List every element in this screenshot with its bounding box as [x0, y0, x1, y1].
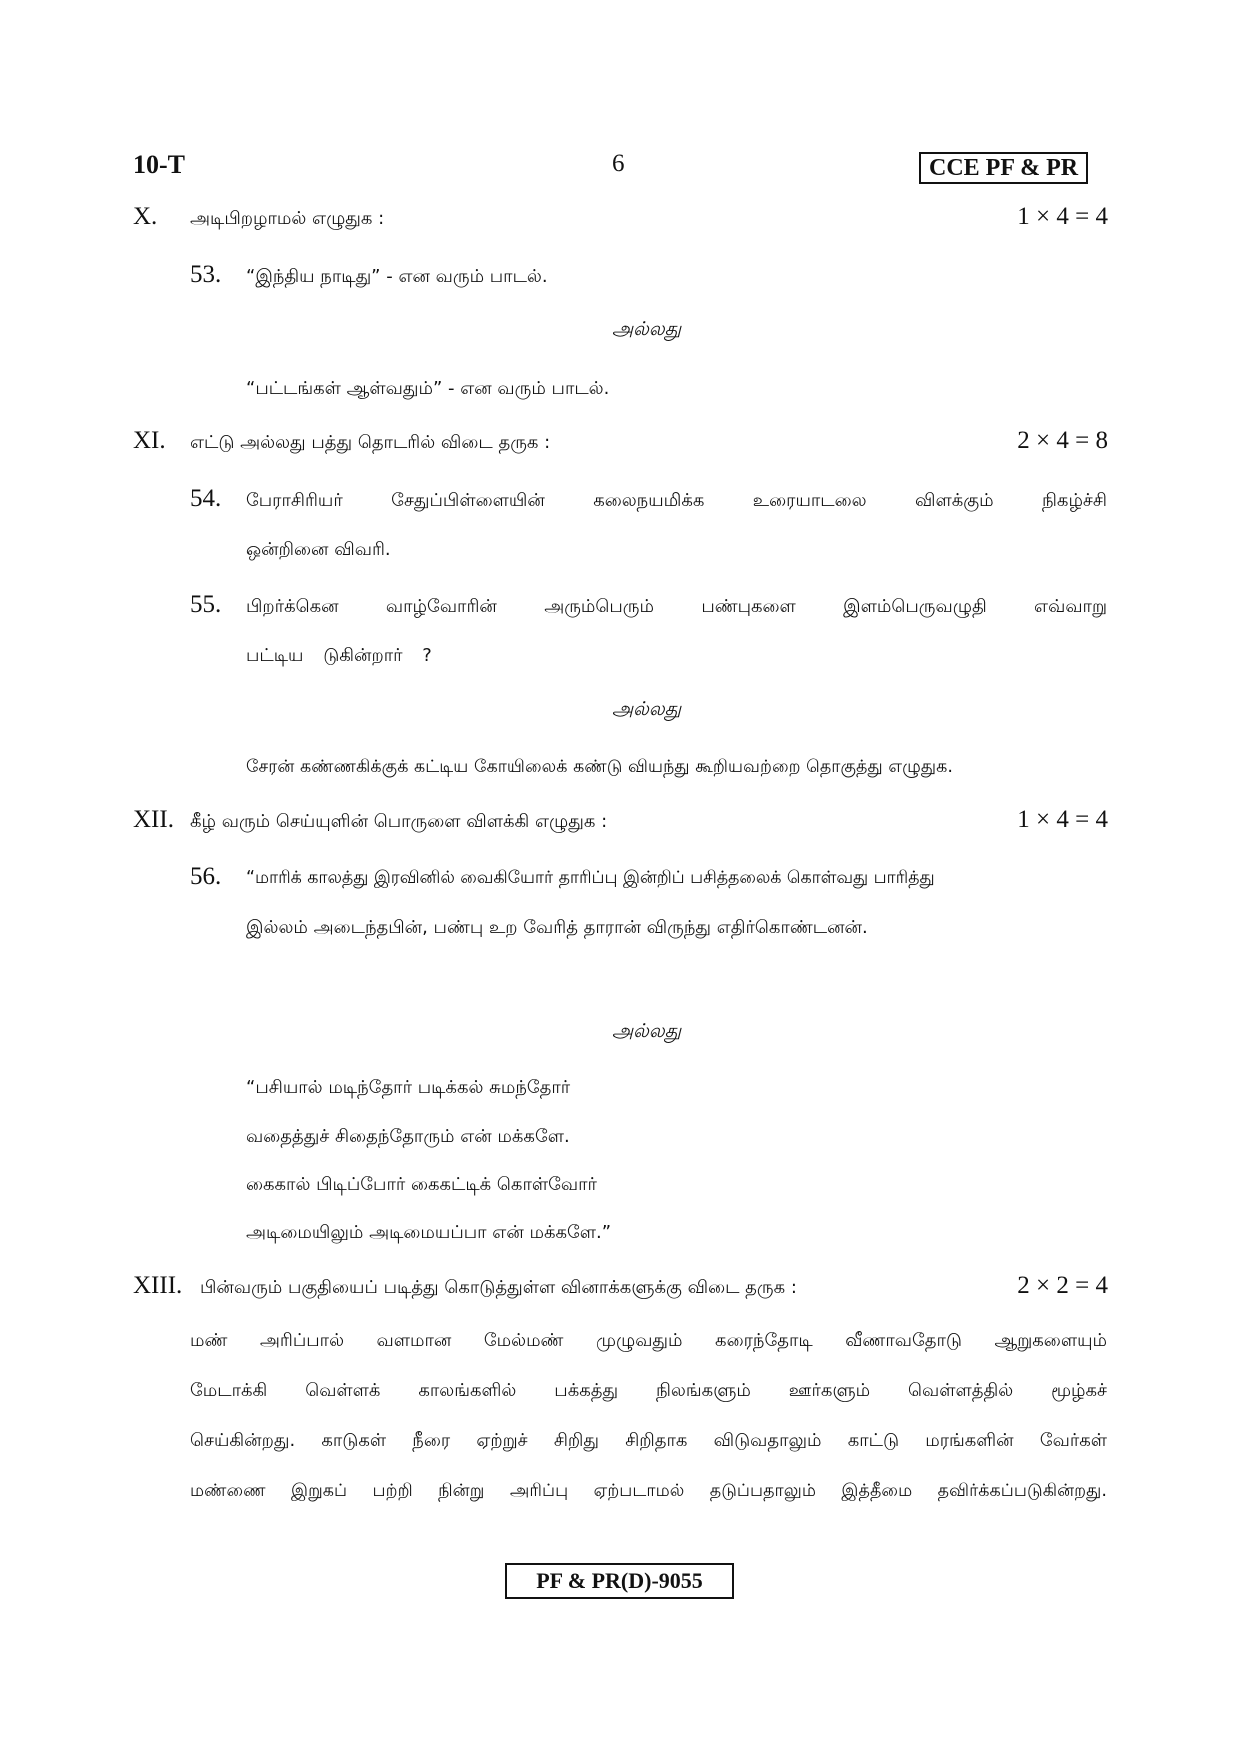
question-53-alternative: “பட்டங்கள் ஆள்வதும்” - என வரும் பாடல்.	[246, 378, 610, 399]
paper-code: 10-T	[133, 150, 185, 179]
exam-code-box: CCE PF & PR	[919, 152, 1088, 184]
section-xi-numeral: XI.	[133, 427, 166, 454]
section-xi-instruction: எட்டு அல்லது பத்து தொடரில் விடை தருக :	[190, 432, 551, 453]
question-55-number: 55.	[190, 591, 222, 618]
page-number: 6	[612, 150, 625, 177]
section-xii-numeral: XII.	[133, 806, 174, 833]
question-53-or: அல்லது	[612, 318, 682, 340]
section-x-instruction: அடிபிறழாமல் எழுதுக :	[190, 208, 385, 229]
section-xiii-numeral: XIII.	[133, 1272, 183, 1299]
question-56-or: அல்லது	[612, 1020, 682, 1042]
passage-line-4: மண்ணை இறுகப் பற்றி நின்று அரிப்பு ஏற்படாமல் தடுப்பதாலும் இத்தீமை தவிர்க்கப்படுகின்றது.	[190, 1481, 1107, 1501]
verse-line-2: வதைத்துச் சிதைந்தோரும் என் மக்களே.	[246, 1126, 570, 1147]
question-56-line-1: “மாரிக் காலத்து இரவினில் வைகியோர் தாரிப்பு இன்றிப் பசித்தலைக் கொள்வது பாரித்து	[246, 868, 935, 888]
question-55-alternative: சேரன் கண்ணகிக்குக் கட்டிய கோயிலைக் கண்டு வியந்து கூறியவற்றை தொகுத்து எழுதுக.	[246, 757, 953, 777]
passage-line-2: மேடாக்கி வெள்ளக் காலங்களில் பக்கத்து நிலங்களும் ஊர்களும் வெள்ளத்தில் மூழ்கச்	[190, 1380, 1107, 1401]
question-56-number: 56.	[190, 863, 222, 890]
question-55-line-1: பிறர்க்கென வாழ்வோரின் அரும்பெரும் பண்புகளை இளம்பெருவழுதி எவ்வாறு	[246, 596, 1107, 617]
question-54-line-1: பேராசிரியர் சேதுப்பிள்ளையின் கலைநயமிக்க உரையாடலை விளக்கும் நிகழ்ச்சி	[246, 490, 1107, 511]
section-xi-marks: 2 × 4 = 8	[1017, 427, 1108, 454]
section-x-marks: 1 × 4 = 4	[1017, 203, 1108, 230]
section-xiii-instruction: பின்வரும் பகுதியைப் படித்து கொடுத்துள்ள வினாக்களுக்கு விடை தருக :	[200, 1277, 797, 1298]
verse-line-4: அடிமையிலும் அடிமையப்பா என் மக்களே.”	[246, 1222, 612, 1243]
section-x-numeral: X.	[133, 203, 158, 230]
question-53-text: “இந்திய நாடிது” - என வரும் பாடல்.	[246, 266, 548, 287]
footer-code-box: PF & PR(D)-9055	[505, 1563, 734, 1599]
section-xii-marks: 1 × 4 = 4	[1017, 806, 1108, 833]
section-xiii-marks: 2 × 2 = 4	[1017, 1272, 1108, 1299]
passage-line-3: செய்கின்றது. காடுகள் நீரை ஏற்றுச் சிறிது சிறிதாக விடுவதாலும் காட்டு மரங்களின் வேர்கள்	[190, 1430, 1107, 1451]
verse-line-1: “பசியால் மடிந்தோர் படிக்கல் சுமந்தோர்	[246, 1077, 571, 1098]
question-53-number: 53.	[190, 261, 222, 288]
question-55-line-2: பட்டிய டுகின்றார் ?	[246, 645, 432, 666]
section-xii-instruction: கீழ் வரும் செய்யுளின் பொருளை விளக்கி எழுதுக :	[190, 811, 608, 832]
question-54-line-2: ஒன்றினை விவரி.	[246, 539, 391, 560]
question-55-or: அல்லது	[612, 698, 682, 720]
question-56-line-2: இல்லம் அடைந்தபின், பண்பு உற வேரித் தாரான் விருந்து எதிர்கொண்டனன்.	[246, 917, 868, 938]
verse-line-3: கைகால் பிடிப்போர் கைகட்டிக் கொள்வோர்	[246, 1174, 597, 1195]
passage-line-1: மண் அரிப்பால் வளமான மேல்மண் முழுவதும் கரைந்தோடி வீணாவதோடு ஆறுகளையும்	[190, 1330, 1107, 1351]
question-54-number: 54.	[190, 485, 222, 512]
